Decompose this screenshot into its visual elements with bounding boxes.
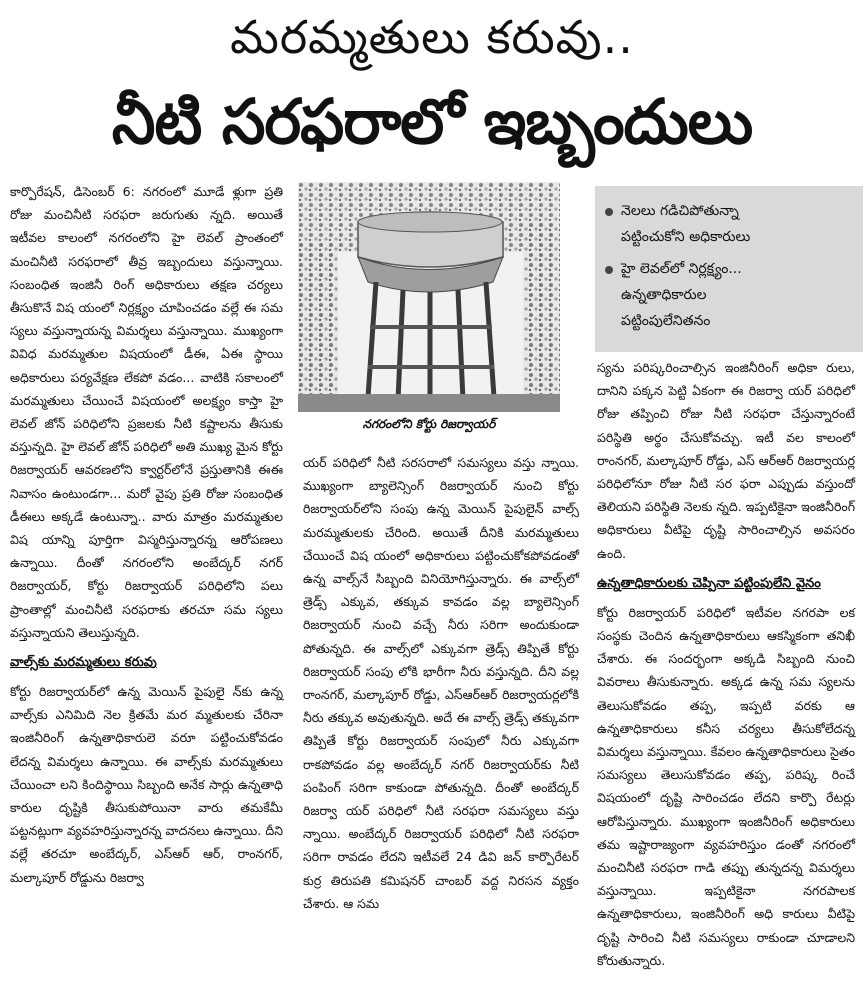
highlight-line: పట్టించుకోని అధికారులు [621, 229, 751, 245]
article-column-1 [10, 180, 283, 889]
article-column-2 [303, 451, 579, 915]
bullet-icon [605, 266, 613, 274]
highlight-line: నెలలు గడిచిపోతున్నా [621, 203, 739, 219]
main-headline: నీటి సరఫరాలో ఇబ్బందులు [111, 85, 753, 158]
highlight-box [595, 186, 863, 352]
article-paragraph: కోర్టు రిజర్వాయర్‌ పరిధిలో ఇటీవల నగరపా లక సంస్థకు చెందిన ఉన్నతాధికారులు ఆకస్మికంగా తనిఖీ చేశారు. ఈ సందర్భంగా అక్కడి సిబ్బంది నుంచి వివరాలు తీసుకున్నారు. అక్కడ ఉన్న సమ స్యలను తెలుసుకోవడం తప్ప, ఇప్పటి వరకు ఆ ఉన్నతాధికారులు కనీస చర్యలు తీసుకోలేదన్న విమర్శలు వస్తున్నాయి. కేవలం ఉన్నతాధికారులు సైతం సమస్యలు తెలుసుకోవడం తప్ప, పరిష్క రించే విషయంలో దృష్టి సారించడం లేదని కార్పొ రేటర్లు ఆరోపిస్తున్నారు. ముఖ్యంగా ఇంజినీరింగ్‌ అధికారులు తమ ఇష్టారాజ్యంగా వ్యవహరిస్తుం డంతో నగరంలో మంచినీటి సరఫరా గాడి తప్పు తున్నదన్న విమర్శలు వస్తున్నాయి. ఇప్పటికైనా నగరపాలక ఉన్నతాధికారులు, ఇంజినీరింగ్‌ అధి కారులు వీటిపై దృష్టి సారించి నీటి సమస్యలు రాకుండా చూడాలని కోరుతున్నారు. [597, 604, 855, 968]
article-paragraph: స్యను పరిష్కరించాల్సిన ఇంజినీరింగ్‌ అధికా రులు, దానిని పక్కన పెట్టి ఏకంగా ఈ రిజర్వా యర్‌ పరిధిలో రోజు తప్పించి రోజు నీటి సరఫరా చేస్తున్నారంటే పరిస్థితి అర్థం చేసుకోవచ్చు. ఇటీ వల కాలంలో రాంనగర్‌, మల్కాపూర్‌ రోడ్డు, ఎస్‌ ఆర్‌ఆర్‌ రిజర్వాయర్ల పరిధిలోనూ రోజు నీటి సర ఫరా ఎప్పుడు వస్తుందో తెలియని పరిస్థితి నెలకు న్నది. ఇప్పటికైనా ఇంజినీరింగ్‌ అధికారులు వీటిపై దృష్టి సారించాల్సిన అవసరం ఉంది. [597, 360, 855, 561]
kicker-headline: మరమ్మతులు కరువు.. [230, 10, 634, 64]
article-paragraph: కార్పొరేషన్‌, డిసెంబర్‌ 6: నగరంలో మూడే ళ్లుగా ప్రతి రోజు మంచినీటి సరఫరా జరుగుతు న్నది. అయితే ఇటీవల కాలంలో నగరంలోని హై లెవల్‌ ప్రాంతంలో మంచినీటి సరఫరాలో తీవ్ర ఇబ్బందులు వస్తున్నాయి. సంబంధిత ఇంజినీ రింగ్‌ అధికారులు తక్షణ చర్యలు తీసుకొనే విష యంలో నిర్లక్ష్యం చూపించడం వల్లే ఈ సమ స్యలు వస్తున్నాయన్న విమర్శలు వస్తున్నాయి. ముఖ్యంగా వివిధ మరమ్మతుల విషయంలో డీఈ, ఏఈ స్థాయి అధికారులు పర్యవేక్షణ లేకపో వడం... వాటికి సకాలంలో మరమ్మతులు చేయించే విషయంలో అలక్ష్యం కాస్తా హై లెవల్‌ జోన్‌ పరిధిలోని ప్రజలకు నీటి కష్టాలను తీసుకు వస్తున్నది. హై లెవల్‌ జోన్‌ పరిధిలో అతి ముఖ్య మైన కోర్టు రిజర్వాయర్‌ ఆవరణలోని క్వార్టర్‌లోనే ప్రస్తుతానికి ఈఈ నివాసం ఉంటుండగా... మరో వైపు ప్రతి రోజు సంబంధిత డీఈలు అక్కడే ఉంటున్నా.. వారు మాత్రం మరమ్మతుల విష యాన్ని పూర్తిగా విస్మరిస్తున్నారన్న ఆరోపణలు ఉన్నాయి. దీంతో నగరంలోని అంబేద్కర్‌ నగర్‌ రిజర్వాయర్‌, కోర్టు రిజర్వాయర్‌ పరిధిలోని పలు ప్రాంతాల్లో మంచినీటి సరఫరాకు తరచూ సమ స్యలు వస్తున్నాయని తెలుస్తున్నది. [10, 184, 283, 640]
reservoir-illustration [298, 182, 560, 412]
highlight-line: హై లెవల్‌లో నిర్లక్ష్యం... [621, 261, 742, 277]
article-paragraph: యర్‌ పరిధిలో నీటి సరసరాలో సమస్యలు వస్తు న్నాయి. ముఖ్యంగా బ్యాలెన్సింగ్‌ రిజర్వాయర్‌ నుంచి కోర్టు రిజర్వాయర్‌లోని సంపు ఉన్న మెయిన్‌ పైపులైన్‌ వాల్స్‌ మరమ్మతులకు చేరింది. అయితే దీనికి మరమ్మతులు చేయించే విష యంలో అధికారులు పట్టించుకోకపోవడంతో ఉన్న వాల్స్‌నే సిబ్బంది వినియోగిస్తున్నారు. ఈ వాల్స్‌లో త్రెడ్స్‌ ఎక్కువ, తక్కువ కావడం వల్ల బ్యాలెన్సింగ్‌ రిజర్వాయర్‌ నుంచి వచ్చే నీరు సరిగా అందుకుండా పోతున్నది. ఈ వాల్స్‌లో ఎక్కువగా త్రెడ్స్‌ తిప్పితే కోర్టు రిజర్వాయర్‌ సంపు లోకి భారీగా నీరు వస్తున్నది. దీని వల్ల రాంనగర్‌, మల్కాపూర్‌ రోడ్డు, ఎస్‌ఆర్‌ఆర్‌ రిజర్వాయర్లలోకి నీరు తక్కువ అవుతున్నది. అదే ఈ వాల్స్‌ త్రెడ్స్‌ తక్కువగా తిప్పితే కోర్టు రిజర్వాయర్‌ సంపులో నీరు ఎక్కువగా రాకపోవడం వల్ల అంబేద్కర్‌ నగర్‌ రిజర్వాయర్‌కు నీటి పంపింగ్‌ సరిగా కాకుండా పోతున్నది. దీంతో అంబేద్కర్‌ రిజర్వా యర్‌ పరిధిలో నీటి సరఫరా సమస్యలు వస్తు న్నాయి. అంబేద్కర్‌ రిజర్వాయర్‌ పరిధిలో నీటి సరఫరా సరిగా రావడం లేదని ఇటీవలే 24 డివి జన్‌ కార్పొరేటర్‌ కుర్ర తిరుపతి కమిషనర్‌ చాంబర్‌ వద్ద నిరసన వ్యక్తం చేశారు. ఆ సమ [303, 455, 579, 911]
photo-caption: నగరంలోని కోర్టు రిజర్వాయర్‌ [362, 417, 496, 431]
highlight-line: పట్టింపులేనితనం [621, 313, 711, 329]
section-subhead: ఉన్నతాధికారులకు చెప్పినా పట్టింపులేని వైనం [597, 575, 821, 591]
bullet-icon [605, 208, 613, 216]
reservoir-photo [298, 182, 560, 412]
highlight-item [621, 256, 742, 334]
highlight-item [621, 198, 750, 250]
highlight-line: ఉన్నతాధికారుల [621, 287, 707, 303]
article-paragraph: కోర్టు రిజర్వాయర్‌లో ఉన్న మెయిన్‌ పైపులై న్‌కు ఉన్న వాల్స్‌కు ఎనిమిది నెల క్రితమే మర మ్మతులకు చేరినా ఇంజినీరింగ్‌ ఉన్నతాధికారులె వరూ పట్టించుకోవడం లేదన్న విమర్శలు ఉన్నాయి. ఈ వాల్స్‌కు మరమ్మతులు చేయించా లని కిందిస్థాయి సిబ్బంది అనేక సార్లు ఉన్నతాధి కారుల దృష్టికి తీసుకుపోయినా వారు తమకేమీ పట్టనట్లుగా వ్యవహరిస్తున్నారన్న వాదనలు ఉన్నాయి. దీని వల్లే తరచూ అంబేద్కర్‌, ఎస్‌ఆర్‌ ఆర్‌, రాంనగర్‌, మల్కాపూర్‌ రోడ్డును రిజర్వా [10, 684, 283, 885]
article-column-3 [597, 356, 855, 972]
section-subhead: వాల్స్‌కు మరమ్మతులు కరువు [10, 655, 157, 671]
